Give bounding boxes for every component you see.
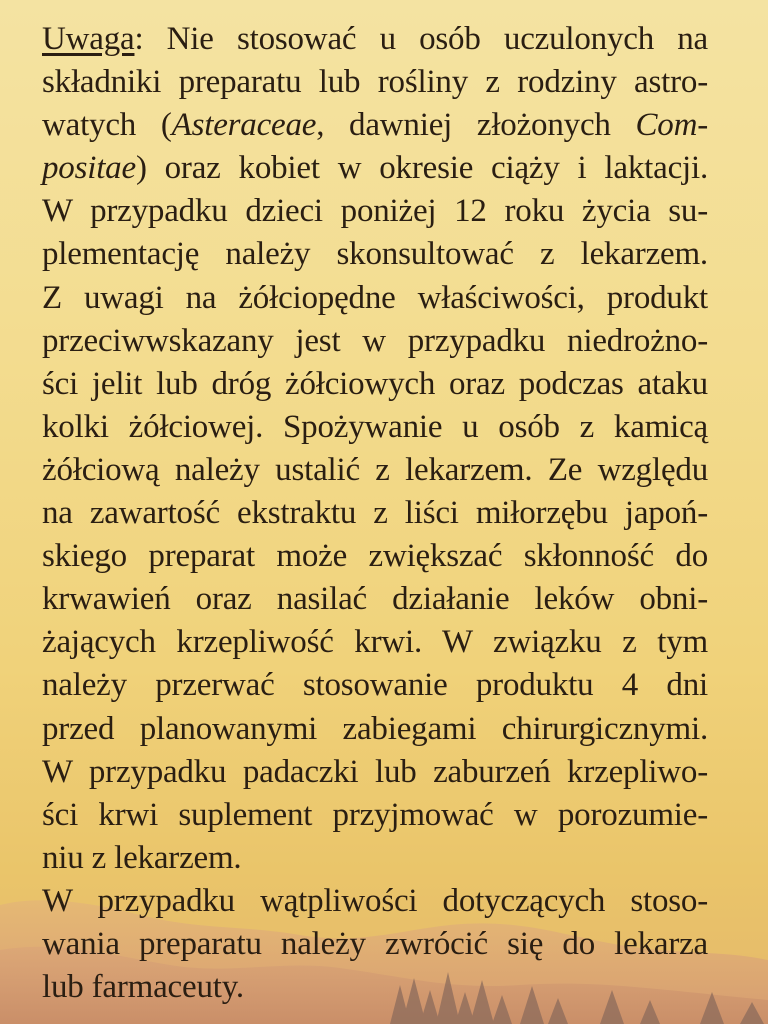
text-segment: żółciową należy ustalić z lekarzem. Ze względu [42,451,708,488]
text-segment: : Nie stosować u osób uczulonych na [134,21,708,57]
text-segment: ści krwi suplement przyjmować w porozumie- [42,796,708,833]
text-line [42,880,708,923]
text-line [42,794,708,837]
text-line [42,363,708,406]
text-segment: plementację należy skonsultować z lekarzem. [42,236,708,273]
text-line [42,578,708,621]
text-line [42,923,708,966]
text-line [42,190,708,233]
warning-text-block [42,18,708,1009]
text-line [42,966,708,1009]
text-segment: ) oraz kobiet w okresie ciąży i laktacji. [135,150,708,187]
text-line [42,147,708,190]
text-line [42,61,708,104]
text-line [42,837,708,880]
text-segment: , dawniej złożonych [316,107,636,144]
text-line [42,18,708,61]
text-segment: niu z lekarzem. [42,839,242,876]
text-line [42,708,708,751]
text-segment: wania preparatu należy zwrócić się do lekarza [42,925,708,962]
text-segment: krwawień oraz nasilać działanie leków obni- [42,581,708,618]
text-line [42,104,708,147]
italic-term: Com- [635,107,708,144]
text-segment: należy przerwać stosowanie produktu 4 dni [42,667,708,704]
text-line [42,535,708,578]
text-segment: W przypadku dzieci poniżej 12 roku życia su- [42,193,708,230]
text-segment: ści jelit lub dróg żółciowych oraz podczas ataku [42,365,708,402]
warning-label: Uwaga [42,21,135,57]
text-line [42,406,708,449]
italic-term: Asteraceae [171,107,317,144]
text-segment: składniki preparatu lub rośliny z rodziny astro- [42,64,708,101]
text-segment: W przypadku wątpliwości dotyczących stoso- [42,882,708,919]
text-segment: kolki żółciowej. Spożywanie u osób z kamicą [42,408,708,445]
text-segment: lub farmaceuty. [42,969,244,1006]
text-segment: przed planowanymi zabiegami chirurgicznymi. [42,710,708,747]
italic-term: positae [42,150,136,187]
text-line [42,449,708,492]
text-line [42,621,708,664]
text-segment: W przypadku padaczki lub zaburzeń krzepliwo- [42,753,708,790]
text-segment: na zawartość ekstraktu z liści miłorzębu japoń- [42,495,708,532]
text-segment: watych ( [42,107,172,144]
text-line [42,277,708,320]
text-segment: przeciwwskazany jest w przypadku niedrożno- [42,322,708,359]
text-line [42,751,708,794]
text-segment: skiego preparat może zwiększać skłonność do [42,538,708,575]
text-line [42,492,708,535]
text-line [42,233,708,276]
text-segment: żających krzepliwość krwi. W związku z tym [42,624,708,661]
text-line [42,320,708,363]
text-segment: Z uwagi na żółciopędne właściwości, produkt [42,279,708,316]
text-line [42,664,708,707]
